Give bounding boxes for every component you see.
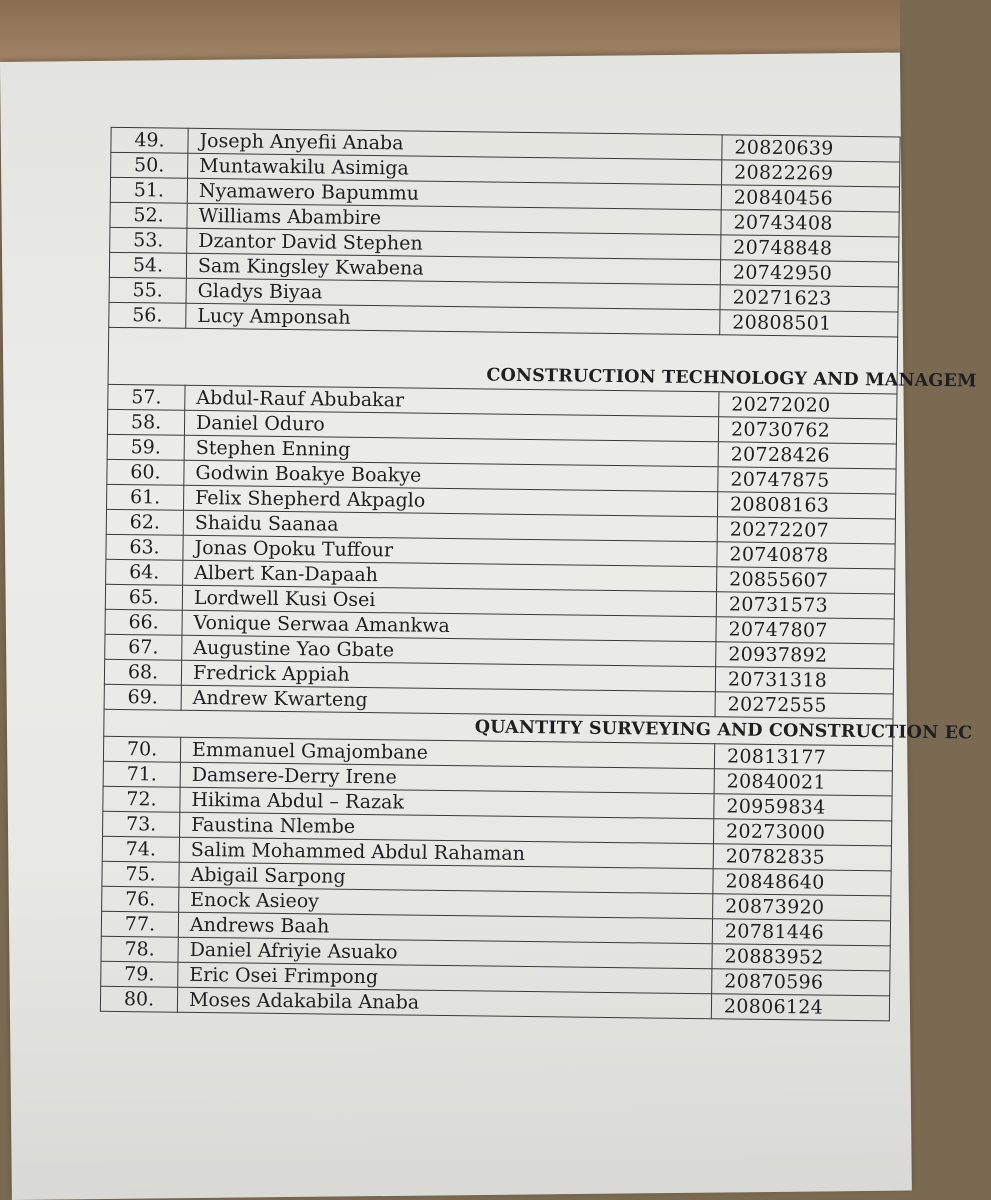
- student-name: Vonique Serwaa Amankwa: [182, 610, 716, 642]
- printed-sheet: [0, 53, 977, 1200]
- student-list: [100, 127, 977, 1022]
- student-name: Gladys Biyaa: [186, 278, 720, 310]
- student-id: 20840456: [721, 185, 899, 212]
- section-heading-b: [108, 327, 977, 394]
- student-id: 20873920: [713, 894, 891, 921]
- row-number: 80.: [100, 986, 177, 1012]
- section-title-construction-technology: CONSTRUCTION TECHNOLOGY AND MANAGEM: [486, 365, 977, 392]
- student-id: 20728426: [718, 442, 896, 469]
- student-id: 20782835: [713, 844, 891, 871]
- student-id: 20937892: [716, 642, 894, 669]
- row-number: 78.: [101, 936, 178, 962]
- row-number: 66.: [105, 609, 182, 635]
- student-id: 20855607: [717, 567, 895, 594]
- student-id: 20273000: [713, 819, 891, 846]
- student-name: Jonas Opoku Tuffour: [183, 535, 717, 567]
- student-id: 20806124: [711, 994, 889, 1021]
- student-id: 20808163: [717, 492, 895, 519]
- student-name: Abdul-Rauf Abubakar: [185, 385, 719, 417]
- student-id: 20747807: [716, 617, 894, 644]
- student-name: Godwin Boakye Boakye: [184, 460, 718, 492]
- student-name: Moses Adakabila Anaba: [177, 987, 711, 1019]
- row-number: 65.: [105, 584, 182, 610]
- student-name: Williams Abambire: [187, 203, 721, 235]
- row-number: 57.: [108, 384, 185, 410]
- student-id: 20959834: [714, 794, 892, 821]
- row-number: 68.: [104, 659, 181, 685]
- row-number: 69.: [104, 684, 181, 710]
- row-number: 64.: [106, 559, 183, 585]
- student-name: Andrews Baah: [178, 912, 712, 944]
- student-name: Emmanuel Gmajombane: [180, 737, 714, 769]
- student-id: 20272020: [719, 392, 897, 419]
- student-id: 20820639: [722, 135, 900, 162]
- row-number: 58.: [107, 409, 184, 435]
- student-name: Andrew Kwarteng: [181, 685, 715, 717]
- row-number: 49.: [111, 127, 188, 153]
- student-name: Lordwell Kusi Osei: [182, 585, 716, 617]
- student-name: Fredrick Appiah: [181, 660, 715, 692]
- row-number: 51.: [110, 177, 187, 203]
- row-number: 77.: [101, 911, 178, 937]
- row-number: 67.: [105, 634, 182, 660]
- student-name: Abigail Sarpong: [179, 862, 713, 894]
- row-number: 63.: [106, 534, 183, 560]
- row-number: 79.: [101, 961, 178, 987]
- student-id: 20822269: [722, 160, 900, 187]
- student-name: Nyamawero Bapummu: [187, 178, 721, 210]
- table-group-c: [100, 736, 892, 1021]
- student-id: 20271623: [720, 285, 898, 312]
- student-name: Faustina Nlembe: [180, 812, 714, 844]
- student-name: Daniel Oduro: [184, 410, 718, 442]
- student-id: 20731573: [716, 592, 894, 619]
- student-name: Hikima Abdul – Razak: [180, 787, 714, 819]
- student-id: 20743408: [721, 210, 899, 237]
- row-number: 54.: [109, 252, 186, 278]
- row-number: 72.: [103, 786, 180, 812]
- row-number: 71.: [103, 761, 180, 787]
- student-id: 20748848: [721, 235, 899, 262]
- row-number: 52.: [110, 202, 187, 228]
- student-id: 20740878: [717, 542, 895, 569]
- table-group-b: [104, 384, 897, 719]
- section-title-quantity-surveying: QUANTITY SURVEYING AND CONSTRUCTION EC: [474, 717, 973, 744]
- student-id: 20781446: [712, 919, 890, 946]
- student-id: 20808501: [720, 310, 898, 337]
- student-name: Augustine Yao Gbate: [182, 635, 716, 667]
- student-name: Shaidu Saanaa: [183, 510, 717, 542]
- student-name: Dzantor David Stephen: [187, 228, 721, 260]
- student-name: Eric Osei Frimpong: [178, 962, 712, 994]
- student-name: Enock Asieoy: [179, 887, 713, 919]
- student-name: Albert Kan-Dapaah: [183, 560, 717, 592]
- row-number: 70.: [103, 736, 180, 762]
- row-number: 74.: [102, 836, 179, 862]
- student-name: Sam Kingsley Kwabena: [186, 253, 720, 285]
- student-id: 20731318: [715, 667, 893, 694]
- student-name: Salim Mohammed Abdul Rahaman: [179, 837, 713, 869]
- student-table: [100, 127, 977, 1022]
- row-number: 55.: [109, 277, 186, 303]
- student-name: Muntawakilu Asimiga: [188, 153, 722, 185]
- row-number: 75.: [102, 861, 179, 887]
- student-name: Stephen Enning: [184, 435, 718, 467]
- student-id: 20813177: [714, 744, 892, 771]
- student-name: Joseph Anyefii Anaba: [188, 128, 722, 160]
- student-name: Daniel Afriyie Asuako: [178, 937, 712, 969]
- student-id: 20840021: [714, 769, 892, 796]
- row-number: 56.: [109, 302, 186, 328]
- row-number: 73.: [103, 811, 180, 837]
- student-id: 20747875: [718, 467, 896, 494]
- student-id: 20730762: [718, 417, 896, 444]
- student-id: 20848640: [713, 869, 891, 896]
- table-group-a: [109, 127, 900, 337]
- student-id: 20742950: [720, 260, 898, 287]
- row-number: 59.: [107, 434, 184, 460]
- student-id: 20272555: [715, 692, 893, 719]
- row-number: 60.: [107, 459, 184, 485]
- row-number: 53.: [110, 227, 187, 253]
- student-name: Damsere-Derry Irene: [180, 762, 714, 794]
- row-number: 76.: [102, 886, 179, 912]
- row-number: 62.: [106, 509, 183, 535]
- student-name: Lucy Amponsah: [186, 303, 720, 335]
- student-id: 20870596: [712, 969, 890, 996]
- student-id: 20883952: [712, 944, 890, 971]
- student-name: Felix Shepherd Akpaglo: [184, 485, 718, 517]
- row-number: 61.: [107, 484, 184, 510]
- student-id: 20272207: [717, 517, 895, 544]
- row-number: 50.: [111, 152, 188, 178]
